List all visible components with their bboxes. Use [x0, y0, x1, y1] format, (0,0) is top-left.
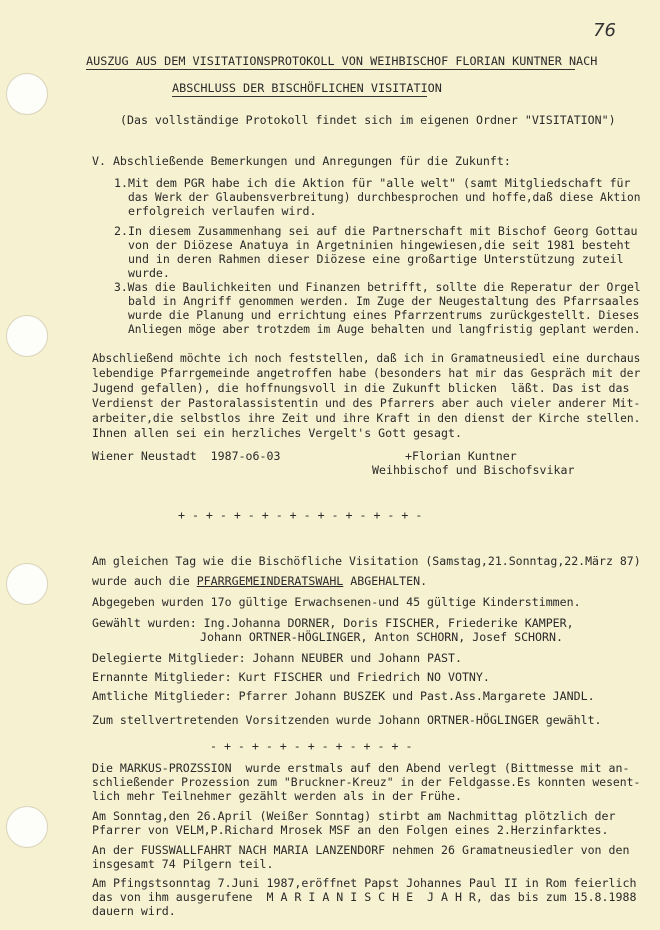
paragraph-line: Die MARKUS-PROZSSION wurde erstmals auf den Abend verlegt (Bittmesse mit an- [92, 761, 630, 775]
pgr-election-heading: PFARRGEMEINDERATSWAHL [196, 574, 344, 588]
paragraph-line: arbeiter,die selbstlos ihre Zeit und ihre Kraft in den dienst der Kirche stellen. [92, 411, 641, 425]
item-line: wurde die Planung und errichtung eines Pfarrzentrums zurückgestellt. Dieses [128, 308, 640, 322]
divider: - + - + - + - + - + - + - + - [210, 739, 413, 753]
paragraph-line: insgesamt 74 Pilgern teil. [92, 857, 274, 871]
item-line: wurde. [128, 266, 170, 280]
signature-name: +Florian Kuntner [405, 449, 517, 463]
paragraph-line: dauern wird. [92, 904, 176, 918]
paragraph-line: Pfarrer von VELM,P.Richard Mrosek MSF an den Folgen eines 2.Herzinfarktes. [92, 823, 609, 837]
paragraph-line: das von ihm ausgerufene M A R I A N I S C H E J A H R, das bis zum 15.8.1988 [92, 890, 637, 904]
paragraph-line: lich mehr Teilnehmer gezählt werden als in der Frühe. [92, 789, 462, 803]
paragraph-line: Abschließend möchte ich noch feststellen, daß ich in Gramatneusiedl eine durchaus [92, 351, 641, 365]
official-line: Amtliche Mitglieder: Pfarrer Johann BUSZEK und Past.Ass.Margarete JANDL. [92, 689, 595, 703]
paragraph-line: An der FUSSWALLFAHRT NACH MARIA LANZENDORF nehmen 26 Gramatneusiedler von den [92, 843, 630, 857]
item-line: und in deren Rahmen dieser Diözese eine großartige Unterstützung zuteil [128, 252, 624, 266]
punch-hole [6, 315, 48, 357]
deputy-line: Zum stellvertretenden Vorsitzenden wurde Johann ORTNER-HÖGLINGER gewählt. [92, 713, 602, 727]
item-line: 1.Mit dem PGR habe ich die Aktion für "alle welt" (samt Mitgliedschaft für [114, 176, 631, 190]
punch-hole [6, 563, 48, 605]
paragraph-line: Am Sonntag,den 26.April (Weißer Sonntag) stirbt am Nachmittag plötzlich der [92, 809, 616, 823]
item-line: das Werk der Glaubensverbreitung) durchbesprochen und hoffe,daß diese Aktion [128, 190, 641, 204]
delegates-line: Delegierte Mitglieder: Johann NEUBER und Johann PAST. [92, 651, 462, 665]
title-underline-2 [172, 96, 427, 97]
elected-line: Gewählt wurden: Ing.Johanna DORNER, Doris FISCHER, Friederike KAMPER, [92, 616, 574, 630]
punch-hole [6, 73, 48, 115]
item-line: von der Diözese Anatuya in Argetninien hingewiesen,die seit 1981 besteht [128, 238, 631, 252]
appointed-line: Ernannte Mitglieder: Kurt FISCHER und Friedrich NO VOTNY. [92, 670, 490, 684]
pgr-text: wurde auch die [92, 574, 197, 588]
paragraph-line: Am Pfingstsonntag 7.Juni 1987,eröffnet Papst Johannes Paul II in Rom feierlich [92, 876, 637, 890]
signature-title: Weihbischof und Bischofsvikar [372, 463, 575, 477]
elected-line: Johann ORTNER-HÖGLINGER, Anton SCHORN, Josef SCHORN. [200, 630, 563, 644]
punch-hole [6, 806, 48, 848]
page-number: 76 [593, 20, 616, 41]
item-line: Anliegen möge aber trotzdem im Auge behalten und langfristig geplant werden. [128, 322, 641, 336]
pgr-text: ABGEHALTEN. [343, 574, 428, 588]
paragraph-line: Ihnen allen sei ein herzliches Vergelt's Gott gesagt. [92, 426, 462, 440]
title-underline-1 [86, 69, 575, 70]
item-line: 3.Was die Baulichkeiten und Finanzen betrifft, sollte die Reperatur der Orgel [114, 280, 641, 294]
title-line-2: ABSCHLUSS DER BISCHÖFLICHEN VISITATION [172, 81, 442, 95]
place-date: Wiener Neustadt 1987-o6-03 [92, 449, 281, 463]
note-line: (Das vollständige Protokoll findet sich im eigenen Ordner "VISITATION") [120, 113, 616, 127]
pgr-line-2 [92, 575, 427, 588]
title-line-1: AUSZUG AUS DEM VISITATIONSPROTOKOLL VON WEIHBISCHOF FLORIAN KUNTNER NACH [86, 54, 598, 68]
item-line: bald in Angriff genommen werden. Im Zuge der Neugestaltung des Pfarrsaales [128, 294, 640, 308]
paragraph-line: schließender Prozession zum "Bruckner-Kreuz" in der Feldgasse.Es konnten wesent- [92, 775, 641, 789]
item-line: erfolgreich verlaufen wird. [128, 204, 317, 218]
divider: + - + - + - + - + - + - + - + - + - [178, 508, 423, 522]
paragraph-line: lebendige Pfarrgemeinde angetroffen habe (besonders hat mir das Gespräch mit der [92, 366, 641, 380]
paragraph-line: Jugend gefallen), die hoffnungsvoll in die Zukunft blicken läßt. Das ist das [92, 381, 630, 395]
votes-line: Abgegeben wurden 17o gültige Erwachsenen-und 45 gültige Kinderstimmen. [92, 595, 581, 609]
item-line: 2.In diesem Zusammenhang sei auf die Partnerschaft mit Bischof Georg Gottau [114, 224, 638, 238]
section-heading: V. Abschließende Bemerkungen und Anregungen für die Zukunft: [92, 154, 511, 168]
pgr-line-1: Am gleichen Tag wie die Bischöfliche Visitation (Samstag,21.Sonntag,22.März 87) [92, 554, 641, 568]
paragraph-line: Verdienst der Pastoralassistentin und des Pfarrers aber auch vieler anderer Mit- [92, 396, 641, 410]
